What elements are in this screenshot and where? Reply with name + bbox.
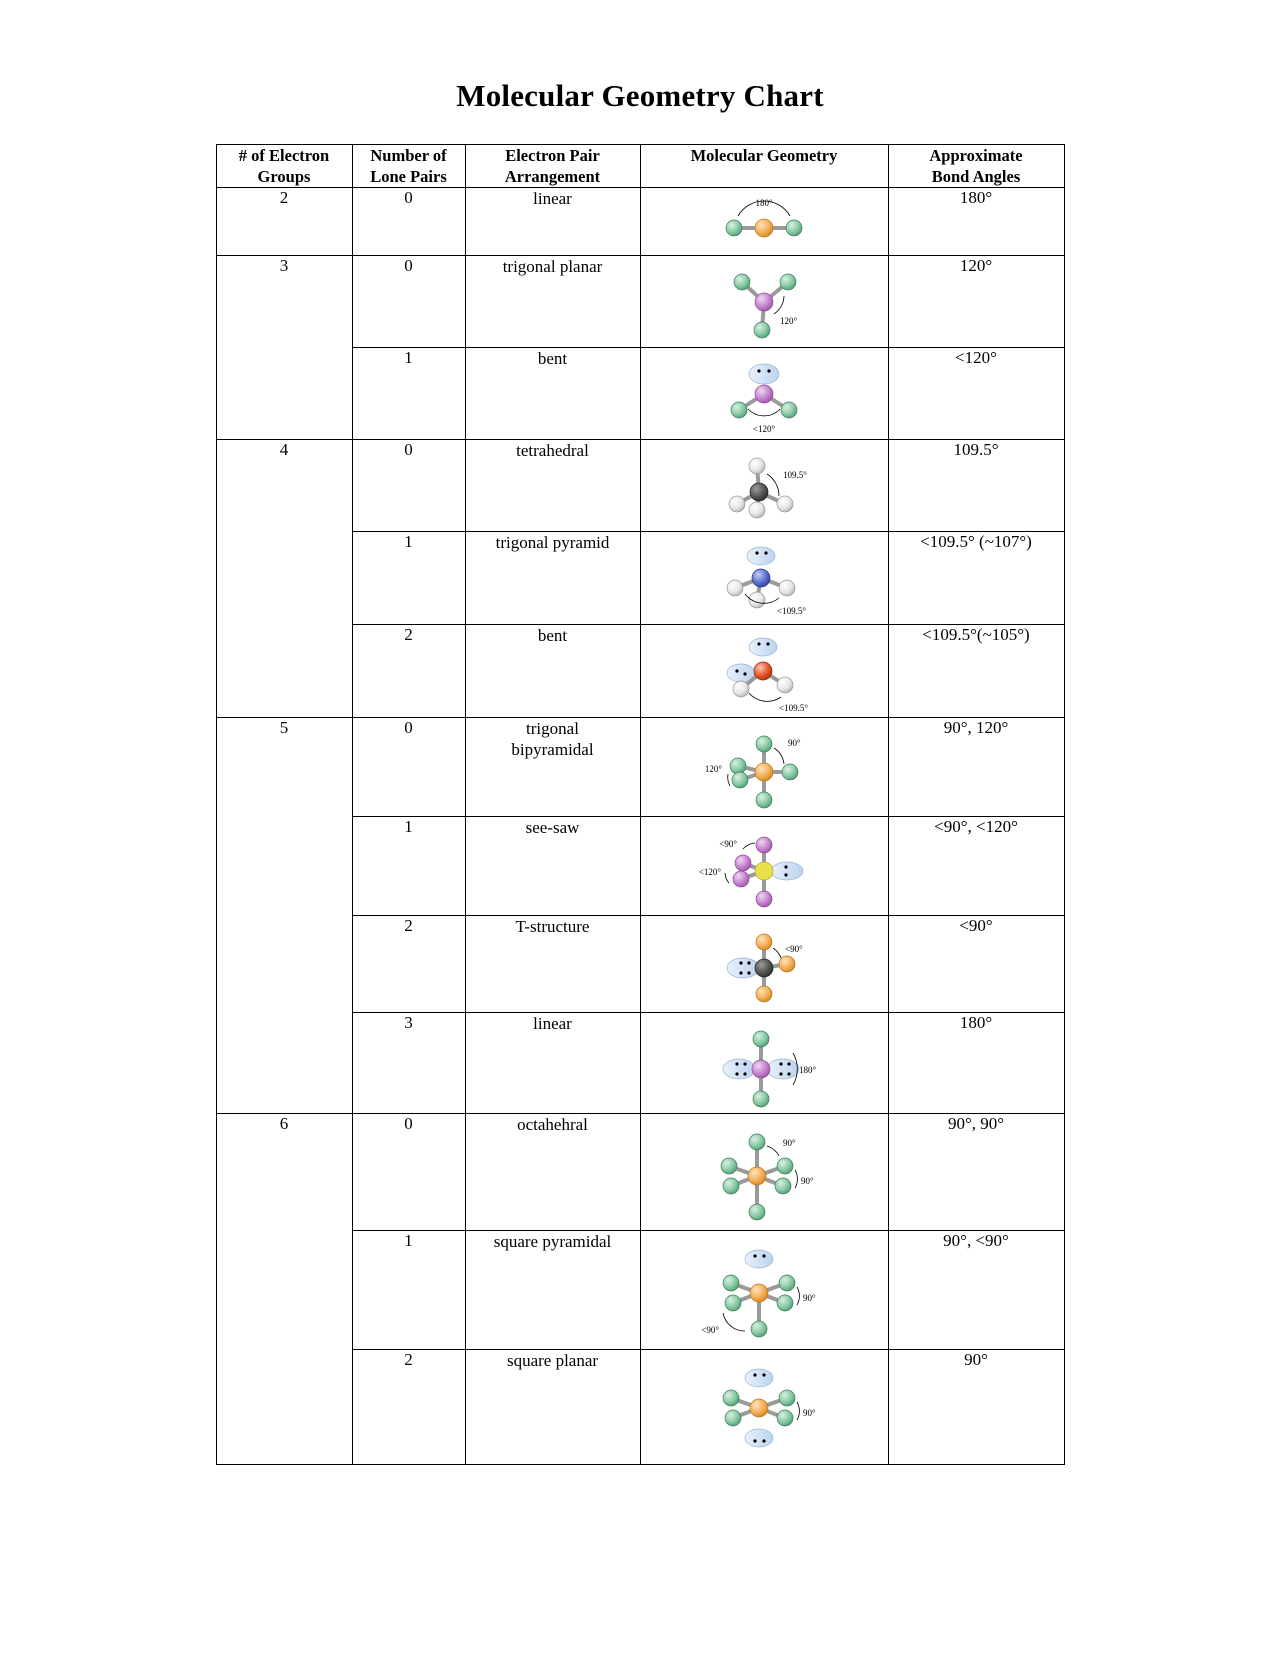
trigonal-pyramid-molecule-figure [641, 532, 888, 624]
linear-molecule-figure [641, 188, 888, 252]
cell-molecular-geometry [640, 188, 888, 256]
cell-molecular-geometry [640, 1350, 888, 1465]
cell-arrangement: T-structure [465, 916, 640, 1013]
cell-molecular-geometry [640, 625, 888, 718]
column-header-arrangement-line2: Arrangement [504, 167, 601, 187]
figure-angle-label: <120° [752, 424, 776, 435]
cell-lone-pairs: 1 [352, 1231, 465, 1350]
cell-molecular-geometry [640, 817, 888, 916]
cell-molecular-geometry [640, 532, 888, 625]
cell-lone-pairs: 1 [352, 817, 465, 916]
trigonal-planar-molecule-figure [641, 256, 888, 344]
cell-arrangement: square planar [465, 1350, 640, 1465]
cell-bond-angles: 90°, 90° [888, 1114, 1064, 1231]
cell-molecular-geometry [640, 256, 888, 348]
cell-bond-angles: 180° [888, 1013, 1064, 1114]
cell-molecular-geometry [640, 348, 888, 440]
figure-angle-label: <109.5° [779, 703, 808, 714]
column-header-electron-groups [216, 145, 352, 188]
figure-angle-label: 109.5° [783, 470, 807, 481]
figure-angle-label: 90° [788, 738, 801, 749]
column-header-electron-groups-line2: Groups [257, 167, 311, 187]
square-planar-molecule-figure [641, 1350, 888, 1464]
cell-molecular-geometry [640, 1231, 888, 1350]
bent-3-group-molecule-figure [641, 348, 888, 438]
cell-lone-pairs: 2 [352, 625, 465, 718]
column-header-molecular-geometry: Molecular Geometry [640, 145, 888, 188]
column-header-arrangement [465, 145, 640, 188]
column-header-arrangement-line1: Electron Pair [505, 146, 600, 165]
column-header-bond-angles-line1: Approximate [929, 146, 1023, 165]
cell-bond-angles: 90° [888, 1350, 1064, 1465]
cell-bond-angles: <90° [888, 916, 1064, 1013]
figure-angle-label: 180° [799, 1065, 817, 1076]
molecular-geometry-table [216, 144, 1065, 1465]
cell-lone-pairs: 0 [352, 718, 465, 817]
column-header-electron-groups-line1: # of Electron [238, 146, 330, 165]
table-body [216, 188, 1064, 1465]
cell-arrangement [465, 718, 640, 817]
cell-arrangement: octahehral [465, 1114, 640, 1231]
figure-angle-label: <90° [785, 944, 803, 955]
cell-lone-pairs: 1 [352, 348, 465, 440]
cell-bond-angles: 90°, <90° [888, 1231, 1064, 1350]
cell-lone-pairs: 0 [352, 1114, 465, 1231]
cell-arrangement: linear [465, 1013, 640, 1114]
cell-arrangement: square pyramidal [465, 1231, 640, 1350]
cell-electron-groups: 4 [216, 440, 352, 718]
cell-bond-angles: <90°, <120° [888, 817, 1064, 916]
cell-electron-groups: 3 [216, 256, 352, 440]
cell-molecular-geometry [640, 1114, 888, 1231]
table-row [216, 188, 1064, 256]
figure-angle-label: <90° [719, 839, 737, 850]
figure-angle-label: 90° [803, 1408, 816, 1419]
cell-molecular-geometry [640, 440, 888, 532]
cell-electron-groups: 2 [216, 188, 352, 256]
bent-4-group-molecule-figure [641, 625, 888, 717]
cell-electron-groups: 5 [216, 718, 352, 1114]
cell-bond-angles: <120° [888, 348, 1064, 440]
figure-angle-label-2: <90° [701, 1325, 719, 1336]
cell-arrangement: tetrahedral [465, 440, 640, 532]
cell-lone-pairs: 3 [352, 1013, 465, 1114]
cell-molecular-geometry [640, 916, 888, 1013]
figure-angle-label: 90° [803, 1293, 816, 1304]
column-header-lone-pairs [352, 145, 465, 188]
figure-angle-label: 120° [780, 316, 798, 327]
t-structure-molecule-figure [641, 916, 888, 1012]
cell-arrangement-line2: bipyramidal [511, 740, 594, 760]
cell-bond-angles: <109.5° (~107°) [888, 532, 1064, 625]
table-row [216, 440, 1064, 532]
tetrahedral-molecule-figure [641, 440, 888, 530]
column-header-bond-angles [888, 145, 1064, 188]
table-header [216, 145, 1064, 188]
cell-lone-pairs: 1 [352, 532, 465, 625]
cell-lone-pairs: 0 [352, 256, 465, 348]
figure-angle-label: <109.5° [777, 606, 806, 617]
cell-bond-angles: 180° [888, 188, 1064, 256]
see-saw-molecule-figure [641, 817, 888, 915]
cell-bond-angles: 109.5° [888, 440, 1064, 532]
page-title: Molecular Geometry Chart [456, 78, 824, 113]
trigonal-bipyramidal-molecule-figure [641, 718, 888, 816]
column-header-bond-angles-line2: Bond Angles [931, 167, 1021, 187]
linear-5-group-molecule-figure [641, 1013, 888, 1113]
cell-lone-pairs: 0 [352, 440, 465, 532]
cell-arrangement: linear [465, 188, 640, 256]
cell-bond-angles: <109.5°(~105°) [888, 625, 1064, 718]
cell-molecular-geometry [640, 718, 888, 817]
cell-arrangement: trigonal planar [465, 256, 640, 348]
cell-arrangement: trigonal pyramid [465, 532, 640, 625]
column-header-lone-pairs-line1: Number of [370, 146, 447, 165]
figure-angle-label-2: 90° [801, 1176, 814, 1187]
cell-lone-pairs: 2 [352, 916, 465, 1013]
figure-angle-label: 180° [755, 198, 773, 209]
cell-arrangement: bent [465, 625, 640, 718]
table-header-row [216, 145, 1064, 188]
cell-molecular-geometry [640, 1013, 888, 1114]
octahedral-molecule-figure [641, 1114, 888, 1230]
figure-angle-label-2: <120° [698, 867, 721, 878]
column-header-lone-pairs-line2: Lone Pairs [370, 167, 447, 187]
table-row [216, 718, 1064, 817]
square-pyramidal-molecule-figure [641, 1231, 888, 1349]
cell-lone-pairs: 0 [352, 188, 465, 256]
table-row [216, 1114, 1064, 1231]
cell-bond-angles: 90°, 120° [888, 718, 1064, 817]
cell-arrangement: bent [465, 348, 640, 440]
figure-angle-label: 90° [783, 1138, 796, 1149]
cell-electron-groups: 6 [216, 1114, 352, 1465]
cell-arrangement-line1: trigonal [526, 719, 579, 739]
cell-bond-angles: 120° [888, 256, 1064, 348]
cell-lone-pairs: 2 [352, 1350, 465, 1465]
figure-angle-label-2: 120° [704, 764, 722, 775]
table-row [216, 256, 1064, 348]
cell-arrangement: see-saw [465, 817, 640, 916]
